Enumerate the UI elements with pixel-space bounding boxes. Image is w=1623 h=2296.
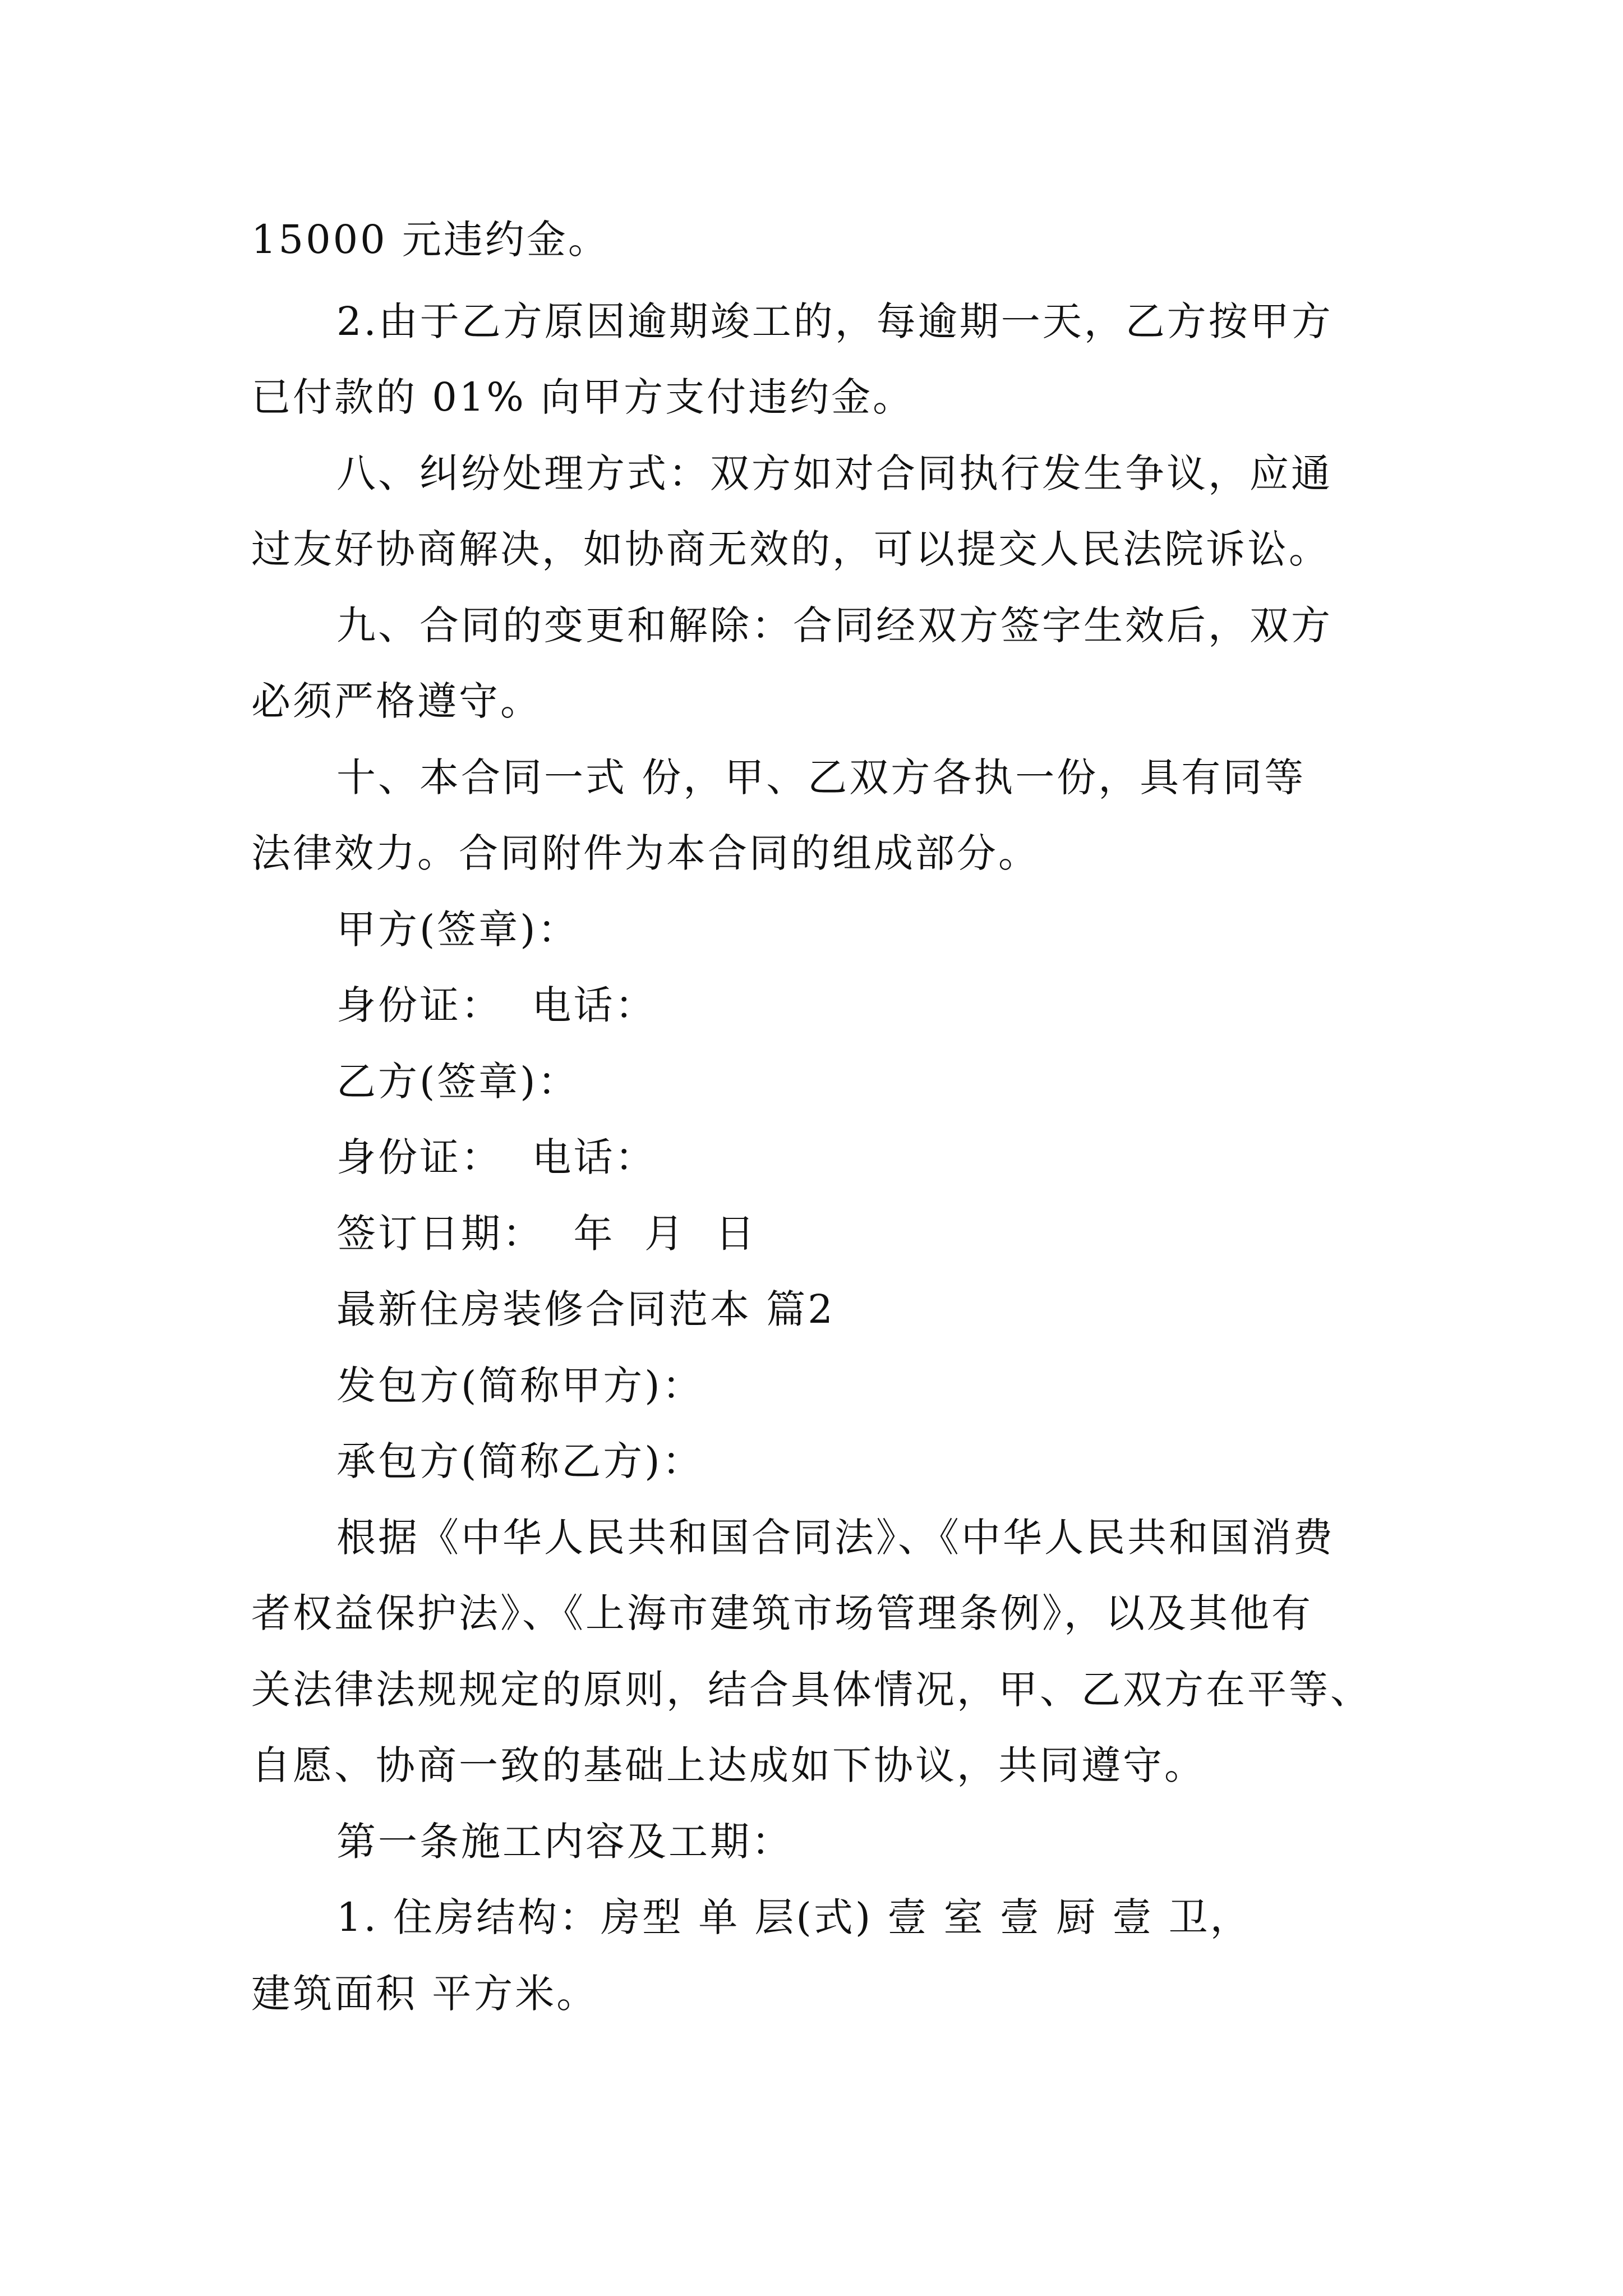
text-line: 发包方(简称甲方)：: [336, 1363, 704, 1409]
text-line: 九、合同的变更和解除：合同经双方签字生效后，双方: [336, 602, 1332, 648]
text-line: 自愿、协商一致的基础上达成如下协议，共同遵守。: [251, 1742, 1206, 1788]
text-line: 十、本合同一式 份，甲、乙双方各执一份，具有同等: [336, 754, 1306, 800]
text-line: 签订日期： 年 月 日: [336, 1211, 757, 1257]
text-line: 者权益保护法》、《上海市建筑市场管理条例》，以及其他有: [251, 1590, 1313, 1636]
text-line: 甲方(签章)：: [336, 907, 579, 953]
text-line: 身份证： 电话：: [336, 982, 657, 1028]
text-line: 1. 住房结构：房型 单 层(式) 壹 室 壹 厨 壹 卫，: [336, 1894, 1252, 1940]
text-line: 必须严格遵守。: [251, 678, 542, 724]
text-line: 2.由于乙方原因逾期竣工的，每逾期一天，乙方按甲方: [336, 298, 1333, 344]
text-line: 法律效力。合同附件为本合同的组成部分。: [251, 830, 1040, 876]
text-line: 过友好协商解决，如协商无效的，可以提交人民法院诉讼。: [251, 526, 1330, 572]
text-line: 根据《中华人民共和国合同法》、《中华人民共和国消费: [336, 1515, 1335, 1561]
text-line: 15000 元违约金。: [251, 217, 610, 263]
section-heading: 最新住房装修合同范本 篇2: [336, 1286, 835, 1332]
text-line: 承包方(简称乙方)：: [336, 1438, 704, 1484]
text-line: 八、纠纷处理方式：双方如对合同执行发生争议，应通: [336, 450, 1332, 496]
text-line: 身份证： 电话：: [336, 1134, 657, 1180]
text-line: 关法律法规规定的原则，结合具体情况，甲、乙双方在平等、: [251, 1667, 1372, 1713]
text-line: 已付款的 01% 向甲方支付违约金。: [251, 374, 915, 420]
text-line: 第一条施工内容及工期：: [336, 1819, 793, 1865]
text-line: 建筑面积 平方米。: [251, 1971, 598, 2017]
text-line: 乙方(签章)：: [336, 1059, 579, 1105]
